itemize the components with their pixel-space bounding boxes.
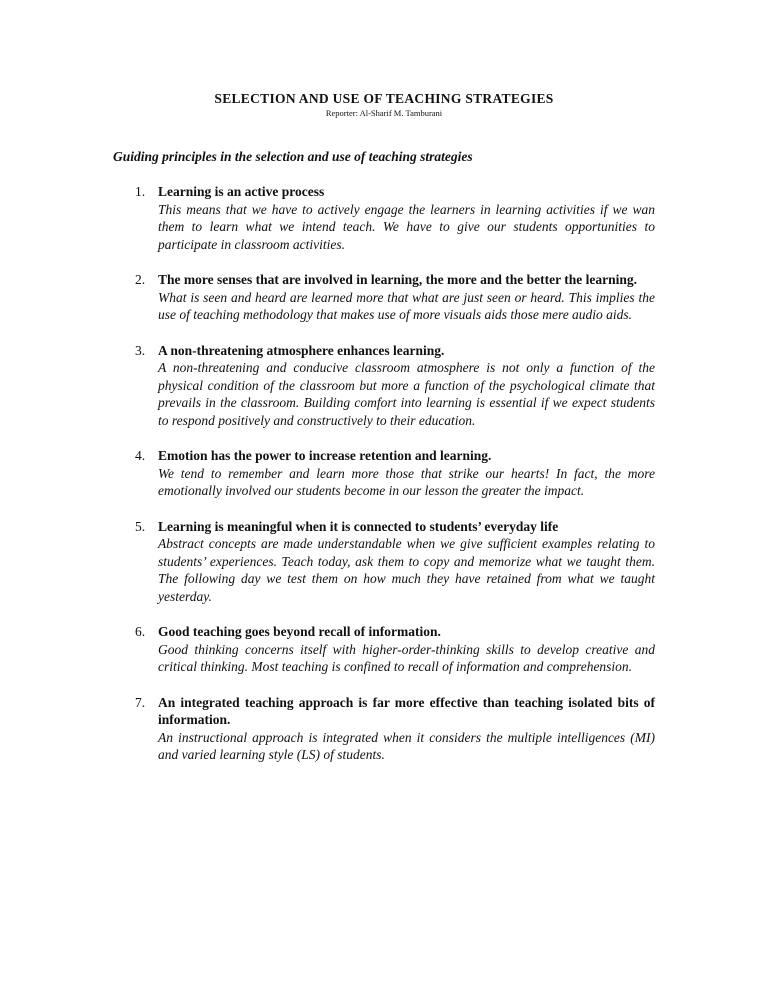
principle-body: Abstract concepts are made understandable when we give sufficient examples relating to students’ experiences. Teach today, ask them to copy and memorize what we taught them. The following day we test them on how much they have retained from what we taught yesterday. [158,536,655,604]
principle-item-1 [0,183,655,253]
principle-item-2 [0,271,655,324]
section-subheading: Guiding principles in the selection and use of teaching strategies [113,149,473,164]
principle-body: A non-threatening and conducive classroom atmosphere is not only a function of the physical condition of the classroom but more a function of the psychological climate that prevails in the classroom. Building comfort into learning is essential if we expect students to respond positively and constructively to their education. [158,360,655,428]
principle-heading: An integrated teaching approach is far more effective than teaching isolated bits of information. [158,694,655,727]
principle-number: 2. [135,272,146,287]
principle-heading: Good teaching goes beyond recall of information. [158,624,441,639]
principle-item-4 [0,447,655,500]
principle-heading: Learning is an active process [158,184,325,199]
principles-list [0,183,768,782]
principle-item-5 [0,518,655,606]
principle-body: What is seen and heard are learned more that what are just seen or heard. This implies the use of teaching methodology that makes use of more visuals aids those mere audio aids. [158,289,655,322]
principle-heading: A non-threatening atmosphere enhances learning. [158,342,445,358]
principle-body: We tend to remember and learn more those that strike our hearts! In fact, the more emotionally involved our students become in our lesson the greater the impact. [158,465,655,498]
principle-body: Good thinking concerns itself with higher-order-thinking skills to develop creative and critical thinking. Most teaching is confined to recall of information and comprehension. [158,641,655,674]
principle-number: 5. [135,518,146,534]
principle-number: 1. [135,184,146,199]
principle-body: This means that we have to actively engage the learners in learning activities if we wan them to learn what we intend teach. We have to give our students opportunities to participate in classroom activities. [158,201,655,252]
principle-number: 3. [135,342,146,358]
principle-item-7 [0,694,655,764]
principle-body: An instructional approach is integrated when it considers the multiple intelligences (MI) and varied learning style (LS) of students. [158,729,655,762]
principle-number: 4. [135,448,146,463]
principle-item-6 [0,623,655,676]
principle-heading: Learning is meaningful when it is connected to students’ everyday life [158,518,559,534]
reporter-line: Reporter: Al-Sharif M. Tamburani [325,108,443,118]
principle-heading: The more senses that are involved in learning, the more and the better the learning. [158,272,637,287]
principle-heading: Emotion has the power to increase retention and learning. [158,448,492,463]
principle-item-3 [0,342,655,430]
document-title: SELECTION AND USE OF TEACHING STRATEGIES [214,91,554,106]
principle-number: 6. [135,624,146,639]
principle-number: 7. [135,694,146,710]
